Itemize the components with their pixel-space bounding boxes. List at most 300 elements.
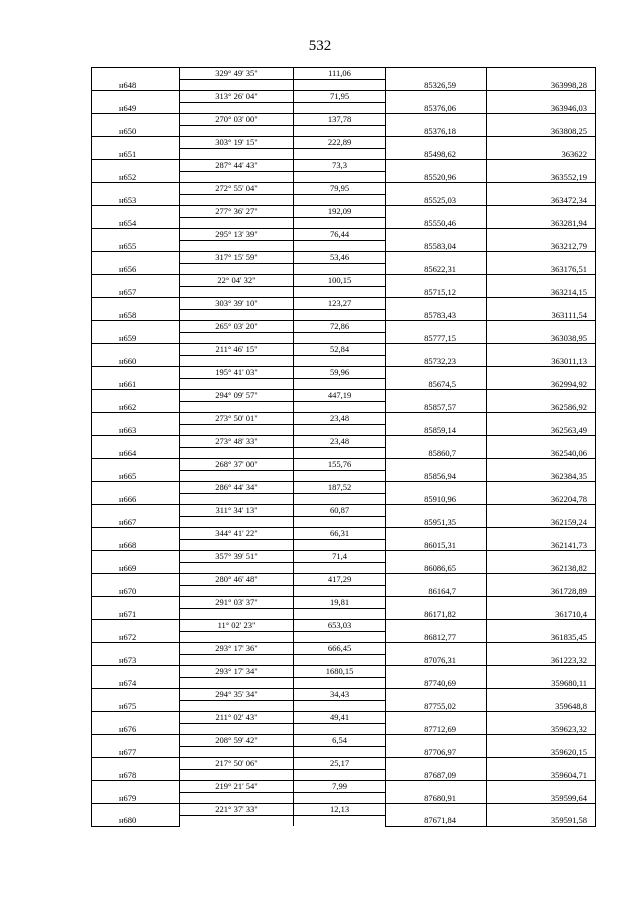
point-name-cell: н660 — [92, 355, 180, 367]
y-coordinate-cell: 362384,35 — [487, 470, 596, 482]
point-name-cell — [92, 781, 180, 793]
table-row-segment — [92, 735, 596, 747]
direction-angle-cell — [180, 263, 294, 275]
point-name-cell: н670 — [92, 585, 180, 597]
direction-angle-cell: 286° 44' 34" — [180, 482, 294, 494]
point-name-cell: н669 — [92, 562, 180, 574]
table-row-point — [92, 677, 596, 689]
table-row-point — [92, 194, 596, 206]
direction-angle-cell — [180, 585, 294, 597]
distance-cell — [294, 194, 386, 206]
x-coordinate-cell: 85326,59 — [386, 79, 487, 91]
direction-angle-cell — [180, 286, 294, 298]
table-row-point — [92, 746, 596, 758]
table-row-segment — [92, 574, 596, 586]
direction-angle-cell — [180, 401, 294, 413]
distance-cell: 23,48 — [294, 436, 386, 448]
point-name-cell — [92, 804, 180, 816]
table-row-segment — [92, 114, 596, 126]
x-coordinate-cell: 85674,5 — [386, 378, 487, 390]
direction-angle-cell — [180, 240, 294, 252]
table-row-point — [92, 125, 596, 137]
point-name-cell: н679 — [92, 792, 180, 804]
table-row-point — [92, 378, 596, 390]
table-row-segment — [92, 91, 596, 103]
y-coordinate-cell — [487, 436, 596, 448]
y-coordinate-cell: 361835,45 — [487, 631, 596, 643]
table-row-segment — [92, 597, 596, 609]
x-coordinate-cell — [386, 620, 487, 632]
point-name-cell: н649 — [92, 102, 180, 114]
x-coordinate-cell: 86164,7 — [386, 585, 487, 597]
page-number: 532 — [308, 38, 332, 54]
direction-angle-cell: 313° 26' 04" — [180, 91, 294, 103]
point-name-cell — [92, 229, 180, 241]
x-coordinate-cell: 87671,84 — [386, 815, 487, 826]
x-coordinate-cell — [386, 505, 487, 517]
distance-cell: 1680,15 — [294, 666, 386, 678]
distance-cell — [294, 700, 386, 712]
point-name-cell: н675 — [92, 700, 180, 712]
x-coordinate-cell — [386, 68, 487, 80]
x-coordinate-cell: 85732,23 — [386, 355, 487, 367]
point-name-cell: н667 — [92, 516, 180, 528]
direction-angle-cell: 273° 50' 01" — [180, 413, 294, 425]
table-row-segment — [92, 712, 596, 724]
direction-angle-cell — [180, 171, 294, 183]
table-row-segment — [92, 666, 596, 678]
distance-cell — [294, 332, 386, 344]
point-name-cell — [92, 551, 180, 563]
direction-angle-cell — [180, 792, 294, 804]
table-row-segment — [92, 413, 596, 425]
direction-angle-cell — [180, 470, 294, 482]
direction-angle-cell: 291° 03' 37" — [180, 597, 294, 609]
x-coordinate-cell — [386, 459, 487, 471]
direction-angle-cell: 311° 34' 13" — [180, 505, 294, 517]
y-coordinate-cell: 362138,82 — [487, 562, 596, 574]
y-coordinate-cell: 363622 — [487, 148, 596, 160]
point-name-cell — [92, 482, 180, 494]
x-coordinate-cell: 85583,04 — [386, 240, 487, 252]
y-coordinate-cell — [487, 367, 596, 379]
y-coordinate-cell: 363552,19 — [487, 171, 596, 183]
distance-cell — [294, 102, 386, 114]
table-row-segment — [92, 275, 596, 287]
x-coordinate-cell — [386, 551, 487, 563]
distance-cell — [294, 470, 386, 482]
distance-cell: 100,15 — [294, 275, 386, 287]
direction-angle-cell: 329° 49' 35" — [180, 68, 294, 80]
point-name-cell: н672 — [92, 631, 180, 643]
y-coordinate-cell — [487, 758, 596, 770]
direction-angle-cell — [180, 493, 294, 505]
x-coordinate-cell: 85376,06 — [386, 102, 487, 114]
table-row-segment — [92, 183, 596, 195]
x-coordinate-cell: 85520,96 — [386, 171, 487, 183]
table-row-point — [92, 792, 596, 804]
point-name-cell — [92, 666, 180, 678]
distance-cell — [294, 493, 386, 505]
point-name-cell: н648 — [92, 79, 180, 91]
distance-cell: 25,17 — [294, 758, 386, 770]
distance-cell: 23,48 — [294, 413, 386, 425]
x-coordinate-cell: 85783,43 — [386, 309, 487, 321]
point-name-cell: н664 — [92, 447, 180, 459]
point-name-cell: н665 — [92, 470, 180, 482]
point-name-cell — [92, 321, 180, 333]
direction-angle-cell: 219° 21' 54" — [180, 781, 294, 793]
x-coordinate-cell — [386, 183, 487, 195]
x-coordinate-cell: 85856,94 — [386, 470, 487, 482]
distance-cell — [294, 516, 386, 528]
distance-cell: 60,87 — [294, 505, 386, 517]
x-coordinate-cell — [386, 252, 487, 264]
y-coordinate-cell — [487, 68, 596, 80]
x-coordinate-cell: 87740,69 — [386, 677, 487, 689]
x-coordinate-cell — [386, 528, 487, 540]
distance-cell: 137,78 — [294, 114, 386, 126]
point-name-cell: н650 — [92, 125, 180, 137]
point-name-cell — [92, 68, 180, 80]
direction-angle-cell — [180, 217, 294, 229]
table-row-point — [92, 631, 596, 643]
distance-cell: 76,44 — [294, 229, 386, 241]
y-coordinate-cell — [487, 275, 596, 287]
coordinates-table — [91, 67, 596, 827]
direction-angle-cell: 317° 15' 59" — [180, 252, 294, 264]
point-name-cell: н651 — [92, 148, 180, 160]
point-name-cell: н657 — [92, 286, 180, 298]
distance-cell: 155,76 — [294, 459, 386, 471]
direction-angle-cell — [180, 562, 294, 574]
table-row-segment — [92, 459, 596, 471]
table-row-point — [92, 700, 596, 712]
y-coordinate-cell — [487, 620, 596, 632]
distance-cell: 187,52 — [294, 482, 386, 494]
table-row-segment — [92, 206, 596, 218]
x-coordinate-cell: 85857,57 — [386, 401, 487, 413]
y-coordinate-cell: 363808,25 — [487, 125, 596, 137]
distance-cell: 12,13 — [294, 804, 386, 816]
y-coordinate-cell: 362141,73 — [487, 539, 596, 551]
direction-angle-cell — [180, 539, 294, 551]
table-row-point — [92, 148, 596, 160]
distance-cell — [294, 631, 386, 643]
y-coordinate-cell: 362204,78 — [487, 493, 596, 505]
y-coordinate-cell: 359680,11 — [487, 677, 596, 689]
table-row-segment — [92, 390, 596, 402]
direction-angle-cell — [180, 355, 294, 367]
point-name-cell — [92, 183, 180, 195]
x-coordinate-cell: 86015,31 — [386, 539, 487, 551]
distance-cell — [294, 723, 386, 735]
direction-angle-cell: 293° 17' 36" — [180, 643, 294, 655]
y-coordinate-cell — [487, 252, 596, 264]
distance-cell: 71,4 — [294, 551, 386, 563]
y-coordinate-cell — [487, 689, 596, 701]
direction-angle-cell — [180, 332, 294, 344]
direction-angle-cell: 22° 04' 32" — [180, 275, 294, 287]
x-coordinate-cell: 87076,31 — [386, 654, 487, 666]
point-name-cell: н668 — [92, 539, 180, 551]
distance-cell: 79,95 — [294, 183, 386, 195]
direction-angle-cell: 211° 02' 43" — [180, 712, 294, 724]
table-row-segment — [92, 804, 596, 816]
table-row-segment — [92, 321, 596, 333]
y-coordinate-cell: 359599,64 — [487, 792, 596, 804]
table-row-segment — [92, 505, 596, 517]
x-coordinate-cell — [386, 436, 487, 448]
direction-angle-cell: 294° 35' 34" — [180, 689, 294, 701]
table-row-segment — [92, 68, 596, 80]
point-name-cell — [92, 505, 180, 517]
table-row-segment — [92, 298, 596, 310]
y-coordinate-cell: 363038,95 — [487, 332, 596, 344]
point-name-cell: н652 — [92, 171, 180, 183]
direction-angle-cell — [180, 102, 294, 114]
y-coordinate-cell: 363281,94 — [487, 217, 596, 229]
distance-cell — [294, 240, 386, 252]
x-coordinate-cell — [386, 643, 487, 655]
x-coordinate-cell — [386, 781, 487, 793]
table-row-point — [92, 355, 596, 367]
x-coordinate-cell — [386, 804, 487, 816]
x-coordinate-cell — [386, 206, 487, 218]
y-coordinate-cell: 359591,58 — [487, 815, 596, 826]
direction-angle-cell — [180, 125, 294, 137]
direction-angle-cell: 303° 39' 10" — [180, 298, 294, 310]
table-row-point — [92, 286, 596, 298]
table-row-point — [92, 332, 596, 344]
direction-angle-cell: 270° 03' 00" — [180, 114, 294, 126]
y-coordinate-cell: 362563,49 — [487, 424, 596, 436]
distance-cell: 71,95 — [294, 91, 386, 103]
y-coordinate-cell — [487, 91, 596, 103]
point-name-cell: н674 — [92, 677, 180, 689]
y-coordinate-cell — [487, 735, 596, 747]
point-name-cell: н653 — [92, 194, 180, 206]
point-name-cell: н671 — [92, 608, 180, 620]
point-name-cell — [92, 390, 180, 402]
y-coordinate-cell — [487, 344, 596, 356]
table-row-point — [92, 309, 596, 321]
table-row-point — [92, 171, 596, 183]
distance-cell — [294, 792, 386, 804]
direction-angle-cell: 277° 36' 27" — [180, 206, 294, 218]
x-coordinate-cell — [386, 712, 487, 724]
distance-cell: 222,89 — [294, 137, 386, 149]
y-coordinate-cell — [487, 413, 596, 425]
x-coordinate-cell: 87712,69 — [386, 723, 487, 735]
y-coordinate-cell: 363111,54 — [487, 309, 596, 321]
distance-cell: 111,06 — [294, 68, 386, 80]
point-name-cell — [92, 528, 180, 540]
x-coordinate-cell — [386, 137, 487, 149]
point-name-cell — [92, 367, 180, 379]
x-coordinate-cell: 85777,15 — [386, 332, 487, 344]
y-coordinate-cell — [487, 643, 596, 655]
table-row-segment — [92, 620, 596, 632]
distance-cell: 19,81 — [294, 597, 386, 609]
point-name-cell — [92, 712, 180, 724]
direction-angle-cell: 357° 39' 51" — [180, 551, 294, 563]
x-coordinate-cell: 85498,62 — [386, 148, 487, 160]
table-row-point — [92, 769, 596, 781]
x-coordinate-cell — [386, 689, 487, 701]
x-coordinate-cell: 87680,91 — [386, 792, 487, 804]
distance-cell: 6,54 — [294, 735, 386, 747]
table-row-segment — [92, 781, 596, 793]
point-name-cell: н677 — [92, 746, 180, 758]
point-name-cell: н654 — [92, 217, 180, 229]
direction-angle-cell: 265° 03' 20" — [180, 321, 294, 333]
distance-cell: 417,29 — [294, 574, 386, 586]
x-coordinate-cell: 87755,02 — [386, 700, 487, 712]
y-coordinate-cell — [487, 459, 596, 471]
y-coordinate-cell — [487, 597, 596, 609]
direction-angle-cell — [180, 378, 294, 390]
y-coordinate-cell — [487, 160, 596, 172]
x-coordinate-cell: 85910,96 — [386, 493, 487, 505]
table-row-point — [92, 447, 596, 459]
table-row-point — [92, 493, 596, 505]
table-row-point — [92, 539, 596, 551]
x-coordinate-cell: 87706,97 — [386, 746, 487, 758]
y-coordinate-cell — [487, 183, 596, 195]
table-row-segment — [92, 160, 596, 172]
distance-cell — [294, 424, 386, 436]
table-row-point — [92, 79, 596, 91]
direction-angle-cell — [180, 424, 294, 436]
point-name-cell: н673 — [92, 654, 180, 666]
point-name-cell: н656 — [92, 263, 180, 275]
distance-cell: 52,84 — [294, 344, 386, 356]
y-coordinate-cell: 363214,15 — [487, 286, 596, 298]
y-coordinate-cell: 359648,8 — [487, 700, 596, 712]
y-coordinate-cell: 363011,13 — [487, 355, 596, 367]
distance-cell — [294, 401, 386, 413]
distance-cell — [294, 171, 386, 183]
distance-cell: 447,19 — [294, 390, 386, 402]
y-coordinate-cell: 359604,71 — [487, 769, 596, 781]
direction-angle-cell — [180, 700, 294, 712]
direction-angle-cell — [180, 194, 294, 206]
x-coordinate-cell — [386, 758, 487, 770]
table-row-segment — [92, 482, 596, 494]
x-coordinate-cell: 85859,14 — [386, 424, 487, 436]
distance-cell: 49,41 — [294, 712, 386, 724]
table-row-point — [92, 401, 596, 413]
point-name-cell — [92, 597, 180, 609]
y-coordinate-cell: 363946,03 — [487, 102, 596, 114]
table-row-point — [92, 263, 596, 275]
table-row-point — [92, 815, 596, 826]
distance-cell — [294, 355, 386, 367]
direction-angle-cell: 303° 19' 15" — [180, 137, 294, 149]
distance-cell — [294, 539, 386, 551]
distance-cell — [294, 815, 386, 826]
table-row-point — [92, 217, 596, 229]
distance-cell — [294, 263, 386, 275]
distance-cell — [294, 746, 386, 758]
direction-angle-cell: 280° 46' 48" — [180, 574, 294, 586]
table-row-segment — [92, 367, 596, 379]
direction-angle-cell: 273° 48' 33" — [180, 436, 294, 448]
distance-cell — [294, 79, 386, 91]
point-name-cell: н662 — [92, 401, 180, 413]
table-row-point — [92, 102, 596, 114]
point-name-cell — [92, 436, 180, 448]
x-coordinate-cell: 86171,82 — [386, 608, 487, 620]
direction-angle-cell — [180, 631, 294, 643]
table-row-segment — [92, 758, 596, 770]
distance-cell — [294, 125, 386, 137]
y-coordinate-cell: 362586,92 — [487, 401, 596, 413]
distance-cell: 59,96 — [294, 367, 386, 379]
y-coordinate-cell — [487, 781, 596, 793]
distance-cell: 53,46 — [294, 252, 386, 264]
x-coordinate-cell: 85860,7 — [386, 447, 487, 459]
table-row-segment — [92, 344, 596, 356]
x-coordinate-cell — [386, 735, 487, 747]
table-row-point — [92, 654, 596, 666]
table-row-segment — [92, 436, 596, 448]
y-coordinate-cell: 361223,32 — [487, 654, 596, 666]
x-coordinate-cell: 86812,77 — [386, 631, 487, 643]
distance-cell — [294, 585, 386, 597]
direction-angle-cell — [180, 815, 294, 826]
direction-angle-cell: 211° 46' 15" — [180, 344, 294, 356]
y-coordinate-cell: 362540,06 — [487, 447, 596, 459]
y-coordinate-cell: 362994,92 — [487, 378, 596, 390]
y-coordinate-cell: 359620,15 — [487, 746, 596, 758]
point-name-cell: н678 — [92, 769, 180, 781]
point-name-cell — [92, 91, 180, 103]
y-coordinate-cell — [487, 206, 596, 218]
table-row-point — [92, 240, 596, 252]
table-row-point — [92, 608, 596, 620]
y-coordinate-cell — [487, 574, 596, 586]
x-coordinate-cell: 85550,46 — [386, 217, 487, 229]
table-row-point — [92, 424, 596, 436]
x-coordinate-cell — [386, 482, 487, 494]
table-row-segment — [92, 137, 596, 149]
distance-cell: 73,3 — [294, 160, 386, 172]
table-row-point — [92, 723, 596, 735]
y-coordinate-cell — [487, 528, 596, 540]
x-coordinate-cell: 85622,31 — [386, 263, 487, 275]
direction-angle-cell: 294° 09' 57" — [180, 390, 294, 402]
table-row-segment — [92, 229, 596, 241]
direction-angle-cell: 195° 41' 03" — [180, 367, 294, 379]
point-name-cell — [92, 689, 180, 701]
distance-cell: 34,43 — [294, 689, 386, 701]
table-row-segment — [92, 689, 596, 701]
table-row-point — [92, 516, 596, 528]
table-row-point — [92, 562, 596, 574]
x-coordinate-cell — [386, 574, 487, 586]
direction-angle-cell — [180, 769, 294, 781]
direction-angle-cell — [180, 723, 294, 735]
y-coordinate-cell: 363998,28 — [487, 79, 596, 91]
x-coordinate-cell — [386, 344, 487, 356]
x-coordinate-cell — [386, 367, 487, 379]
distance-cell: 7,99 — [294, 781, 386, 793]
point-name-cell — [92, 643, 180, 655]
point-name-cell — [92, 114, 180, 126]
y-coordinate-cell: 362159,24 — [487, 516, 596, 528]
